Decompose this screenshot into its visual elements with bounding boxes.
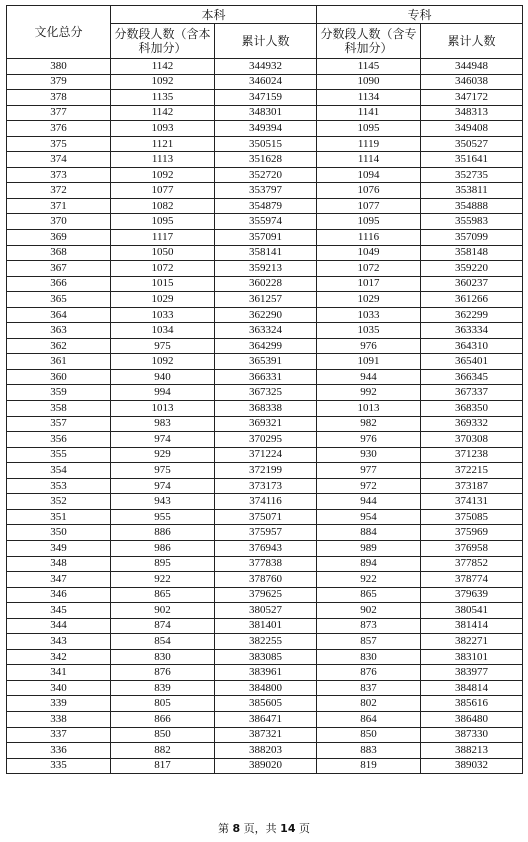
- table-row: [7, 696, 523, 712]
- cell-zk-cumulative: 351641: [421, 152, 523, 168]
- cell-bk-cumulative: 349394: [215, 121, 317, 137]
- cell-zk-segment: 976: [317, 338, 421, 354]
- cell-zk-segment: 857: [317, 634, 421, 650]
- cell-score: 340: [7, 680, 111, 696]
- cell-bk-segment: 974: [111, 432, 215, 448]
- cell-score: 372: [7, 183, 111, 199]
- cell-zk-segment: 922: [317, 572, 421, 588]
- header-zk-segment-count: 分数段人数（含专科加分）: [317, 24, 421, 59]
- cell-zk-segment: 1076: [317, 183, 421, 199]
- table-row: [7, 711, 523, 727]
- cell-zk-cumulative: 369332: [421, 416, 523, 432]
- cell-bk-cumulative: 382255: [215, 634, 317, 650]
- cell-zk-segment: 802: [317, 696, 421, 712]
- cell-bk-cumulative: 375071: [215, 509, 317, 525]
- cell-bk-segment: 1029: [111, 292, 215, 308]
- cell-zk-segment: 989: [317, 540, 421, 556]
- cell-score: 341: [7, 665, 111, 681]
- cell-score: 359: [7, 385, 111, 401]
- cell-bk-segment: 986: [111, 540, 215, 556]
- cell-zk-cumulative: 387330: [421, 727, 523, 743]
- cell-bk-cumulative: 355974: [215, 214, 317, 230]
- table-row: [7, 323, 523, 339]
- cell-bk-cumulative: 352720: [215, 167, 317, 183]
- cell-bk-cumulative: 362290: [215, 307, 317, 323]
- table-row: [7, 416, 523, 432]
- cell-bk-cumulative: 363324: [215, 323, 317, 339]
- table-row: [7, 292, 523, 308]
- cell-zk-cumulative: 366345: [421, 369, 523, 385]
- cell-bk-cumulative: 389020: [215, 758, 317, 774]
- table-row: [7, 603, 523, 619]
- table-row: [7, 59, 523, 75]
- cell-zk-segment: 864: [317, 711, 421, 727]
- cell-zk-cumulative: 359220: [421, 261, 523, 277]
- table-row: [7, 245, 523, 261]
- cell-zk-cumulative: 374131: [421, 494, 523, 510]
- cell-bk-cumulative: 380527: [215, 603, 317, 619]
- cell-zk-cumulative: 379639: [421, 587, 523, 603]
- cell-bk-cumulative: 353797: [215, 183, 317, 199]
- cell-bk-cumulative: 379625: [215, 587, 317, 603]
- cell-zk-cumulative: 360237: [421, 276, 523, 292]
- header-bk-cumulative: 累计人数: [215, 24, 317, 59]
- cell-bk-segment: 1034: [111, 323, 215, 339]
- cell-bk-segment: 876: [111, 665, 215, 681]
- cell-score: 337: [7, 727, 111, 743]
- cell-bk-segment: 902: [111, 603, 215, 619]
- cell-score: 347: [7, 572, 111, 588]
- cell-bk-cumulative: 373173: [215, 478, 317, 494]
- cell-bk-segment: 1092: [111, 167, 215, 183]
- header-bk-segment-count: 分数段人数（含本科加分）: [111, 24, 215, 59]
- table-row: [7, 649, 523, 665]
- cell-bk-segment: 943: [111, 494, 215, 510]
- cell-zk-segment: 1049: [317, 245, 421, 261]
- cell-bk-segment: 1033: [111, 307, 215, 323]
- cell-zk-cumulative: 372215: [421, 463, 523, 479]
- footer-mid: 页，共: [243, 822, 277, 835]
- table-row: [7, 261, 523, 277]
- footer-suffix: 页: [298, 822, 310, 835]
- cell-zk-segment: 1090: [317, 74, 421, 90]
- cell-bk-cumulative: 368338: [215, 401, 317, 417]
- cell-zk-cumulative: 354888: [421, 198, 523, 214]
- cell-bk-segment: 994: [111, 385, 215, 401]
- table-row: [7, 634, 523, 650]
- cell-bk-cumulative: 376943: [215, 540, 317, 556]
- cell-score: 354: [7, 463, 111, 479]
- cell-zk-segment: 1141: [317, 105, 421, 121]
- footer-page-number: 8: [232, 822, 241, 835]
- table-row: [7, 385, 523, 401]
- cell-bk-segment: 817: [111, 758, 215, 774]
- cell-score: 356: [7, 432, 111, 448]
- cell-score: 361: [7, 354, 111, 370]
- cell-score: 339: [7, 696, 111, 712]
- cell-score: 379: [7, 74, 111, 90]
- cell-zk-segment: 972: [317, 478, 421, 494]
- cell-bk-cumulative: 354879: [215, 198, 317, 214]
- cell-zk-cumulative: 349408: [421, 121, 523, 137]
- cell-score: 370: [7, 214, 111, 230]
- cell-zk-segment: 865: [317, 587, 421, 603]
- cell-zk-cumulative: 365401: [421, 354, 523, 370]
- table-row: [7, 540, 523, 556]
- cell-bk-cumulative: 351628: [215, 152, 317, 168]
- table-row: [7, 338, 523, 354]
- cell-bk-segment: 1095: [111, 214, 215, 230]
- cell-zk-segment: 1017: [317, 276, 421, 292]
- cell-zk-cumulative: 384814: [421, 680, 523, 696]
- cell-score: 362: [7, 338, 111, 354]
- cell-zk-cumulative: 371238: [421, 447, 523, 463]
- cell-zk-cumulative: 382271: [421, 634, 523, 650]
- table-row: [7, 354, 523, 370]
- cell-score: 345: [7, 603, 111, 619]
- header-group-bk: 本科: [111, 6, 317, 24]
- cell-zk-segment: 1095: [317, 214, 421, 230]
- cell-score: 350: [7, 525, 111, 541]
- cell-bk-cumulative: 359213: [215, 261, 317, 277]
- cell-zk-segment: 1029: [317, 292, 421, 308]
- cell-bk-segment: 839: [111, 680, 215, 696]
- cell-zk-cumulative: 347172: [421, 90, 523, 106]
- cell-bk-cumulative: 357091: [215, 230, 317, 246]
- cell-score: 353: [7, 478, 111, 494]
- cell-zk-cumulative: 373187: [421, 478, 523, 494]
- cell-zk-segment: 1095: [317, 121, 421, 137]
- table-row: [7, 618, 523, 634]
- cell-bk-segment: 1117: [111, 230, 215, 246]
- table-row: [7, 230, 523, 246]
- cell-score: 378: [7, 90, 111, 106]
- cell-bk-segment: 974: [111, 478, 215, 494]
- cell-bk-cumulative: 385605: [215, 696, 317, 712]
- header-total-score: 文化总分: [7, 6, 111, 59]
- cell-bk-cumulative: 377838: [215, 556, 317, 572]
- cell-bk-segment: 1142: [111, 105, 215, 121]
- cell-bk-segment: 1072: [111, 261, 215, 277]
- cell-score: 349: [7, 540, 111, 556]
- cell-score: 367: [7, 261, 111, 277]
- cell-zk-cumulative: 377852: [421, 556, 523, 572]
- cell-score: 351: [7, 509, 111, 525]
- cell-bk-segment: 1050: [111, 245, 215, 261]
- cell-zk-cumulative: 352735: [421, 167, 523, 183]
- cell-bk-segment: 975: [111, 338, 215, 354]
- cell-zk-cumulative: 375085: [421, 509, 523, 525]
- cell-zk-segment: 1077: [317, 198, 421, 214]
- table-row: [7, 307, 523, 323]
- cell-bk-cumulative: 348301: [215, 105, 317, 121]
- cell-score: 360: [7, 369, 111, 385]
- cell-zk-segment: 1091: [317, 354, 421, 370]
- table-row: [7, 276, 523, 292]
- cell-zk-segment: 976: [317, 432, 421, 448]
- table-row: [7, 525, 523, 541]
- cell-bk-cumulative: 374116: [215, 494, 317, 510]
- cell-bk-segment: 882: [111, 743, 215, 759]
- cell-bk-segment: 1013: [111, 401, 215, 417]
- cell-score: 371: [7, 198, 111, 214]
- cell-score: 376: [7, 121, 111, 137]
- cell-bk-segment: 895: [111, 556, 215, 572]
- cell-zk-cumulative: 381414: [421, 618, 523, 634]
- cell-zk-segment: 873: [317, 618, 421, 634]
- table-row: [7, 572, 523, 588]
- cell-bk-segment: 1092: [111, 354, 215, 370]
- cell-bk-cumulative: 347159: [215, 90, 317, 106]
- cell-bk-cumulative: 375957: [215, 525, 317, 541]
- cell-zk-segment: 830: [317, 649, 421, 665]
- cell-score: 369: [7, 230, 111, 246]
- cell-zk-cumulative: 378774: [421, 572, 523, 588]
- cell-zk-cumulative: 346038: [421, 74, 523, 90]
- cell-bk-segment: 1121: [111, 136, 215, 152]
- cell-bk-segment: 922: [111, 572, 215, 588]
- cell-zk-cumulative: 350527: [421, 136, 523, 152]
- table-row: [7, 121, 523, 137]
- cell-bk-segment: 830: [111, 649, 215, 665]
- cell-zk-cumulative: 363334: [421, 323, 523, 339]
- table-row: [7, 556, 523, 572]
- cell-bk-segment: 1077: [111, 183, 215, 199]
- cell-score: 336: [7, 743, 111, 759]
- table-row: [7, 105, 523, 121]
- cell-zk-segment: 883: [317, 743, 421, 759]
- cell-zk-cumulative: 364310: [421, 338, 523, 354]
- cell-zk-segment: 1119: [317, 136, 421, 152]
- table-row: [7, 509, 523, 525]
- cell-score: 343: [7, 634, 111, 650]
- cell-bk-cumulative: 367325: [215, 385, 317, 401]
- cell-zk-segment: 982: [317, 416, 421, 432]
- cell-bk-cumulative: 378760: [215, 572, 317, 588]
- cell-bk-cumulative: 365391: [215, 354, 317, 370]
- cell-zk-segment: 1145: [317, 59, 421, 75]
- cell-bk-cumulative: 350515: [215, 136, 317, 152]
- table-row: [7, 74, 523, 90]
- cell-score: 373: [7, 167, 111, 183]
- cell-zk-segment: 1035: [317, 323, 421, 339]
- table-row: [7, 90, 523, 106]
- cell-score: 380: [7, 59, 111, 75]
- cell-zk-segment: 1094: [317, 167, 421, 183]
- footer-total-pages: 14: [280, 822, 296, 835]
- cell-bk-segment: 886: [111, 525, 215, 541]
- table-row: [7, 136, 523, 152]
- cell-bk-segment: 866: [111, 711, 215, 727]
- cell-zk-cumulative: 376958: [421, 540, 523, 556]
- cell-zk-segment: 894: [317, 556, 421, 572]
- cell-zk-segment: 944: [317, 369, 421, 385]
- cell-bk-cumulative: 366331: [215, 369, 317, 385]
- cell-bk-cumulative: 388203: [215, 743, 317, 759]
- cell-zk-cumulative: 368350: [421, 401, 523, 417]
- header-zk-cumulative: 累计人数: [421, 24, 523, 59]
- cell-zk-segment: 992: [317, 385, 421, 401]
- cell-score: 365: [7, 292, 111, 308]
- cell-zk-cumulative: 383101: [421, 649, 523, 665]
- cell-bk-cumulative: 360228: [215, 276, 317, 292]
- table-row: [7, 369, 523, 385]
- cell-bk-cumulative: 364299: [215, 338, 317, 354]
- cell-score: 368: [7, 245, 111, 261]
- cell-score: 374: [7, 152, 111, 168]
- cell-bk-segment: 874: [111, 618, 215, 634]
- cell-zk-segment: 1116: [317, 230, 421, 246]
- cell-zk-segment: 1072: [317, 261, 421, 277]
- cell-score: 375: [7, 136, 111, 152]
- cell-bk-cumulative: 386471: [215, 711, 317, 727]
- cell-zk-cumulative: 370308: [421, 432, 523, 448]
- table-row: [7, 587, 523, 603]
- cell-score: 346: [7, 587, 111, 603]
- page-footer: [0, 820, 528, 836]
- cell-score: 342: [7, 649, 111, 665]
- cell-bk-segment: 1142: [111, 59, 215, 75]
- table-row: [7, 214, 523, 230]
- cell-zk-segment: 876: [317, 665, 421, 681]
- cell-zk-segment: 819: [317, 758, 421, 774]
- cell-bk-segment: 1113: [111, 152, 215, 168]
- cell-bk-segment: 865: [111, 587, 215, 603]
- cell-zk-cumulative: 386480: [421, 711, 523, 727]
- table-row: [7, 665, 523, 681]
- cell-score: 344: [7, 618, 111, 634]
- table-row: [7, 758, 523, 774]
- cell-zk-segment: 1114: [317, 152, 421, 168]
- cell-zk-segment: 902: [317, 603, 421, 619]
- cell-bk-segment: 975: [111, 463, 215, 479]
- cell-bk-segment: 850: [111, 727, 215, 743]
- cell-zk-segment: 977: [317, 463, 421, 479]
- table-row: [7, 401, 523, 417]
- cell-zk-segment: 930: [317, 447, 421, 463]
- cell-score: 348: [7, 556, 111, 572]
- cell-zk-cumulative: 355983: [421, 214, 523, 230]
- score-distribution-table: [6, 5, 523, 774]
- table-body: [7, 59, 523, 774]
- cell-bk-cumulative: 372199: [215, 463, 317, 479]
- cell-score: 357: [7, 416, 111, 432]
- cell-zk-cumulative: 361266: [421, 292, 523, 308]
- cell-bk-segment: 805: [111, 696, 215, 712]
- cell-bk-segment: 1015: [111, 276, 215, 292]
- table-row: [7, 478, 523, 494]
- cell-bk-cumulative: 344932: [215, 59, 317, 75]
- cell-zk-cumulative: 388213: [421, 743, 523, 759]
- cell-zk-cumulative: 344948: [421, 59, 523, 75]
- cell-zk-segment: 1033: [317, 307, 421, 323]
- header-group-zk: 专科: [317, 6, 523, 24]
- cell-bk-cumulative: 381401: [215, 618, 317, 634]
- cell-score: 377: [7, 105, 111, 121]
- cell-bk-cumulative: 358141: [215, 245, 317, 261]
- cell-bk-segment: 1135: [111, 90, 215, 106]
- cell-zk-segment: 954: [317, 509, 421, 525]
- table-row: [7, 743, 523, 759]
- cell-zk-cumulative: 383977: [421, 665, 523, 681]
- cell-bk-cumulative: 383961: [215, 665, 317, 681]
- cell-bk-cumulative: 370295: [215, 432, 317, 448]
- cell-bk-segment: 955: [111, 509, 215, 525]
- cell-zk-cumulative: 367337: [421, 385, 523, 401]
- cell-zk-cumulative: 389032: [421, 758, 523, 774]
- table-row: [7, 432, 523, 448]
- cell-zk-cumulative: 358148: [421, 245, 523, 261]
- cell-bk-cumulative: 369321: [215, 416, 317, 432]
- table-row: [7, 494, 523, 510]
- cell-zk-segment: 1134: [317, 90, 421, 106]
- cell-bk-cumulative: 371224: [215, 447, 317, 463]
- cell-bk-cumulative: 361257: [215, 292, 317, 308]
- cell-zk-cumulative: 362299: [421, 307, 523, 323]
- cell-bk-segment: 854: [111, 634, 215, 650]
- cell-score: 358: [7, 401, 111, 417]
- cell-bk-cumulative: 387321: [215, 727, 317, 743]
- cell-zk-cumulative: 375969: [421, 525, 523, 541]
- cell-bk-segment: 940: [111, 369, 215, 385]
- table-row: [7, 680, 523, 696]
- cell-score: 338: [7, 711, 111, 727]
- cell-bk-cumulative: 384800: [215, 680, 317, 696]
- cell-bk-segment: 1093: [111, 121, 215, 137]
- cell-zk-segment: 850: [317, 727, 421, 743]
- cell-score: 335: [7, 758, 111, 774]
- cell-score: 363: [7, 323, 111, 339]
- cell-zk-segment: 884: [317, 525, 421, 541]
- cell-zk-cumulative: 380541: [421, 603, 523, 619]
- cell-zk-segment: 1013: [317, 401, 421, 417]
- cell-bk-segment: 983: [111, 416, 215, 432]
- table-row: [7, 727, 523, 743]
- table-row: [7, 152, 523, 168]
- cell-zk-segment: 837: [317, 680, 421, 696]
- cell-score: 364: [7, 307, 111, 323]
- cell-bk-segment: 929: [111, 447, 215, 463]
- table-row: [7, 167, 523, 183]
- cell-zk-cumulative: 353811: [421, 183, 523, 199]
- cell-score: 366: [7, 276, 111, 292]
- table-row: [7, 447, 523, 463]
- table-row: [7, 198, 523, 214]
- cell-bk-segment: 1092: [111, 74, 215, 90]
- cell-zk-cumulative: 357099: [421, 230, 523, 246]
- cell-zk-cumulative: 385616: [421, 696, 523, 712]
- cell-score: 355: [7, 447, 111, 463]
- cell-zk-cumulative: 348313: [421, 105, 523, 121]
- cell-score: 352: [7, 494, 111, 510]
- cell-bk-cumulative: 346024: [215, 74, 317, 90]
- cell-bk-cumulative: 383085: [215, 649, 317, 665]
- footer-prefix: 第: [218, 822, 230, 835]
- table-row: [7, 183, 523, 199]
- cell-zk-segment: 944: [317, 494, 421, 510]
- cell-bk-segment: 1082: [111, 198, 215, 214]
- table-row: [7, 463, 523, 479]
